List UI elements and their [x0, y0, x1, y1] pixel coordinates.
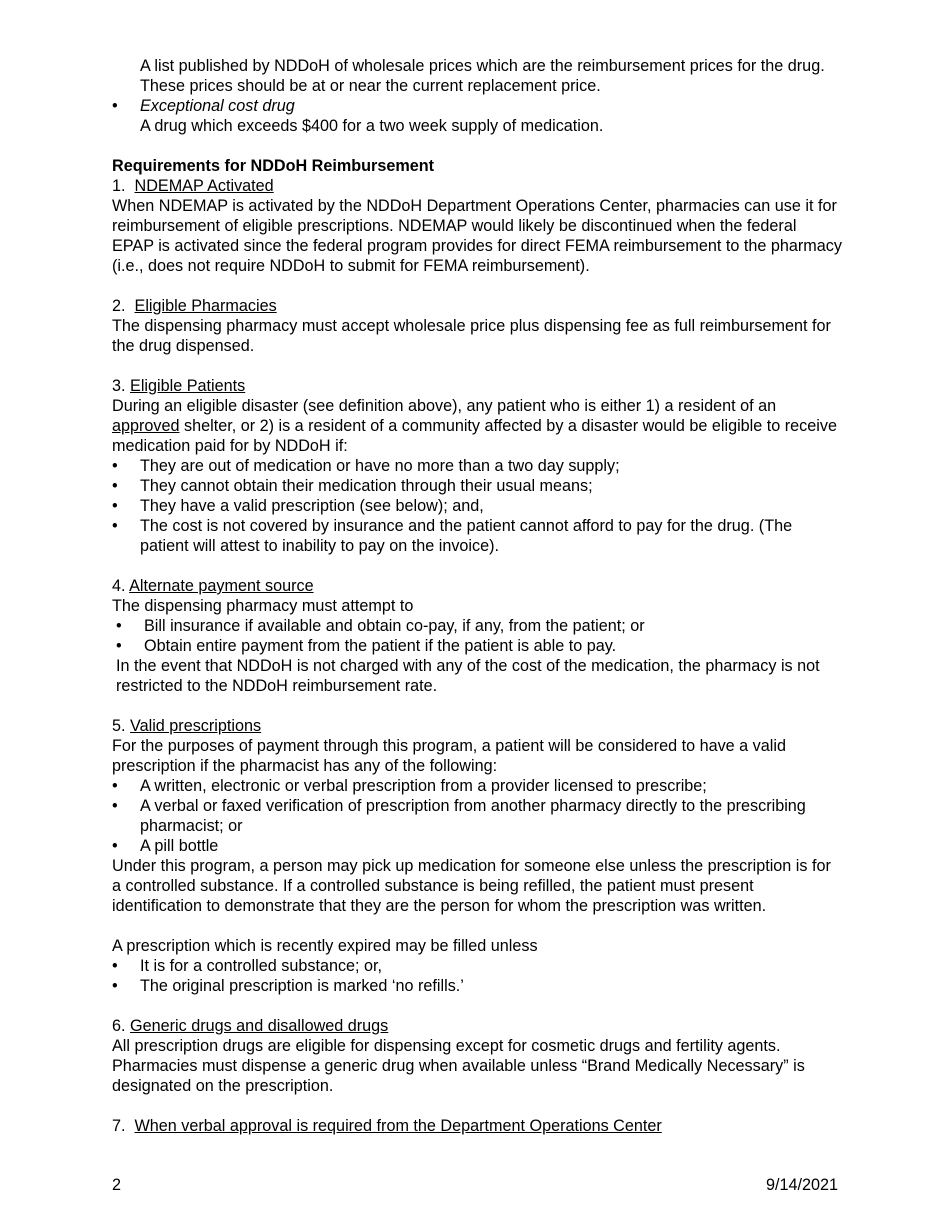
list-item: • Bill insurance if available and obtain co-pay, if any, from the patient; or: [116, 617, 645, 635]
section-4-intro: The dispensing pharmacy must attempt to: [112, 597, 414, 615]
section-4-title: [112, 576, 842, 596]
section-1-title: [112, 176, 842, 196]
approved-underlined: approved: [112, 417, 180, 435]
section-number: 2.: [112, 297, 126, 315]
section-1-body: When NDEMAP is activated by the NDDoH Department Operations Center, pharmacies can use it for reimbursement of eligible prescriptions. NDEMAP would likely be discontinued when the federal EPAP is activated since the federal program provides for direct FEMA reimbursement to the pharmacy (i.e., does not require NDDoH to submit for FEMA reimbursement).: [112, 197, 842, 275]
list-item: • The original prescription is marked ‘no refills.’: [112, 977, 464, 995]
section-4-after: In the event that NDDoH is not charged with any of the cost of the medication, the pharmacy is not restricted to the NDDoH reimbursement rate.: [116, 657, 820, 695]
exceptional-cost-definition: A drug which exceeds $400 for a two week supply of medication.: [140, 117, 604, 135]
list-item: • They are out of medication or have no more than a two day supply;: [112, 457, 620, 475]
section-3-title: [112, 376, 842, 396]
list-item: • Obtain entire payment from the patient if the patient is able to pay.: [116, 637, 617, 655]
section-7-title: [112, 1116, 842, 1136]
list-item: • A verbal or faxed verification of prescription from another pharmacy directly to the prescribing pharmacist; or: [112, 797, 806, 835]
section-number: 3.: [112, 377, 126, 395]
section-2-body: The dispensing pharmacy must accept wholesale price plus dispensing fee as full reimbursement for the drug dispensed.: [112, 317, 831, 355]
section-title: When verbal approval is required from the Department Operations Center: [134, 1117, 662, 1135]
list-item: • The cost is not covered by insurance and the patient cannot afford to pay for the drug. (The patient will attest to inability to pay on the invoice).: [112, 517, 793, 555]
list-item: • They have a valid prescription (see below); and,: [112, 497, 484, 515]
page-number: 2: [112, 1176, 122, 1194]
section-5-title: [112, 716, 842, 736]
document-page: [112, 56, 842, 1136]
section-title: Eligible Pharmacies: [134, 297, 277, 315]
section-title: NDEMAP Activated: [134, 177, 274, 195]
exceptional-cost-term: Exceptional cost drug: [140, 97, 295, 115]
section-6-body: All prescription drugs are eligible for dispensing except for cosmetic drugs and fertility agents. Pharmacies must dispense a generic drug when available unless “Brand Medically Necessary” is designated on the prescription.: [112, 1037, 805, 1095]
section-number: 7.: [112, 1117, 126, 1135]
section-title: Valid prescriptions: [130, 717, 262, 735]
section-title: Alternate payment source: [129, 577, 314, 595]
section-title: Eligible Patients: [130, 377, 246, 395]
wholesale-price-definition: A list published by NDDoH of wholesale prices which are the reimbursement prices for the drug. These prices should be at or near the current replacement price.: [140, 57, 825, 95]
section-3-body: During an eligible disaster (see definition above), any patient who is either 1) a resident of an approved shelter, or 2) is a resident of a community affected by a disaster would be eligible to receive medication paid for by NDDoH if:: [112, 397, 837, 455]
section-5-expired-intro: A prescription which is recently expired may be filled unless: [112, 937, 538, 955]
list-item: • A pill bottle: [112, 837, 219, 855]
section-number: 1.: [112, 177, 126, 195]
section-6-title: [112, 1016, 842, 1036]
section-5-pickup: Under this program, a person may pick up medication for someone else unless the prescription is for a controlled substance. If a controlled substance is being refilled, the patient must present identification to demonstrate that they are the person for whom the prescription was written.: [112, 857, 831, 915]
bullet: •: [112, 97, 118, 115]
section-2-title: [112, 296, 842, 316]
section-number: 5.: [112, 717, 126, 735]
list-item: • It is for a controlled substance; or,: [112, 957, 383, 975]
section-number: 4.: [112, 577, 126, 595]
section-title: Generic drugs and disallowed drugs: [130, 1017, 389, 1035]
list-item: • They cannot obtain their medication through their usual means;: [112, 477, 593, 495]
list-item: [112, 96, 842, 116]
list-item: • A written, electronic or verbal prescription from a provider licensed to prescribe;: [112, 777, 707, 795]
section-number: 6.: [112, 1017, 126, 1035]
section-5-body: For the purposes of payment through this program, a patient will be considered to have a valid prescription if the pharmacist has any of the following:: [112, 737, 786, 775]
footer-date: 9/14/2021: [765, 1176, 838, 1194]
section-heading: Requirements for NDDoH Reimbursement: [112, 157, 435, 175]
